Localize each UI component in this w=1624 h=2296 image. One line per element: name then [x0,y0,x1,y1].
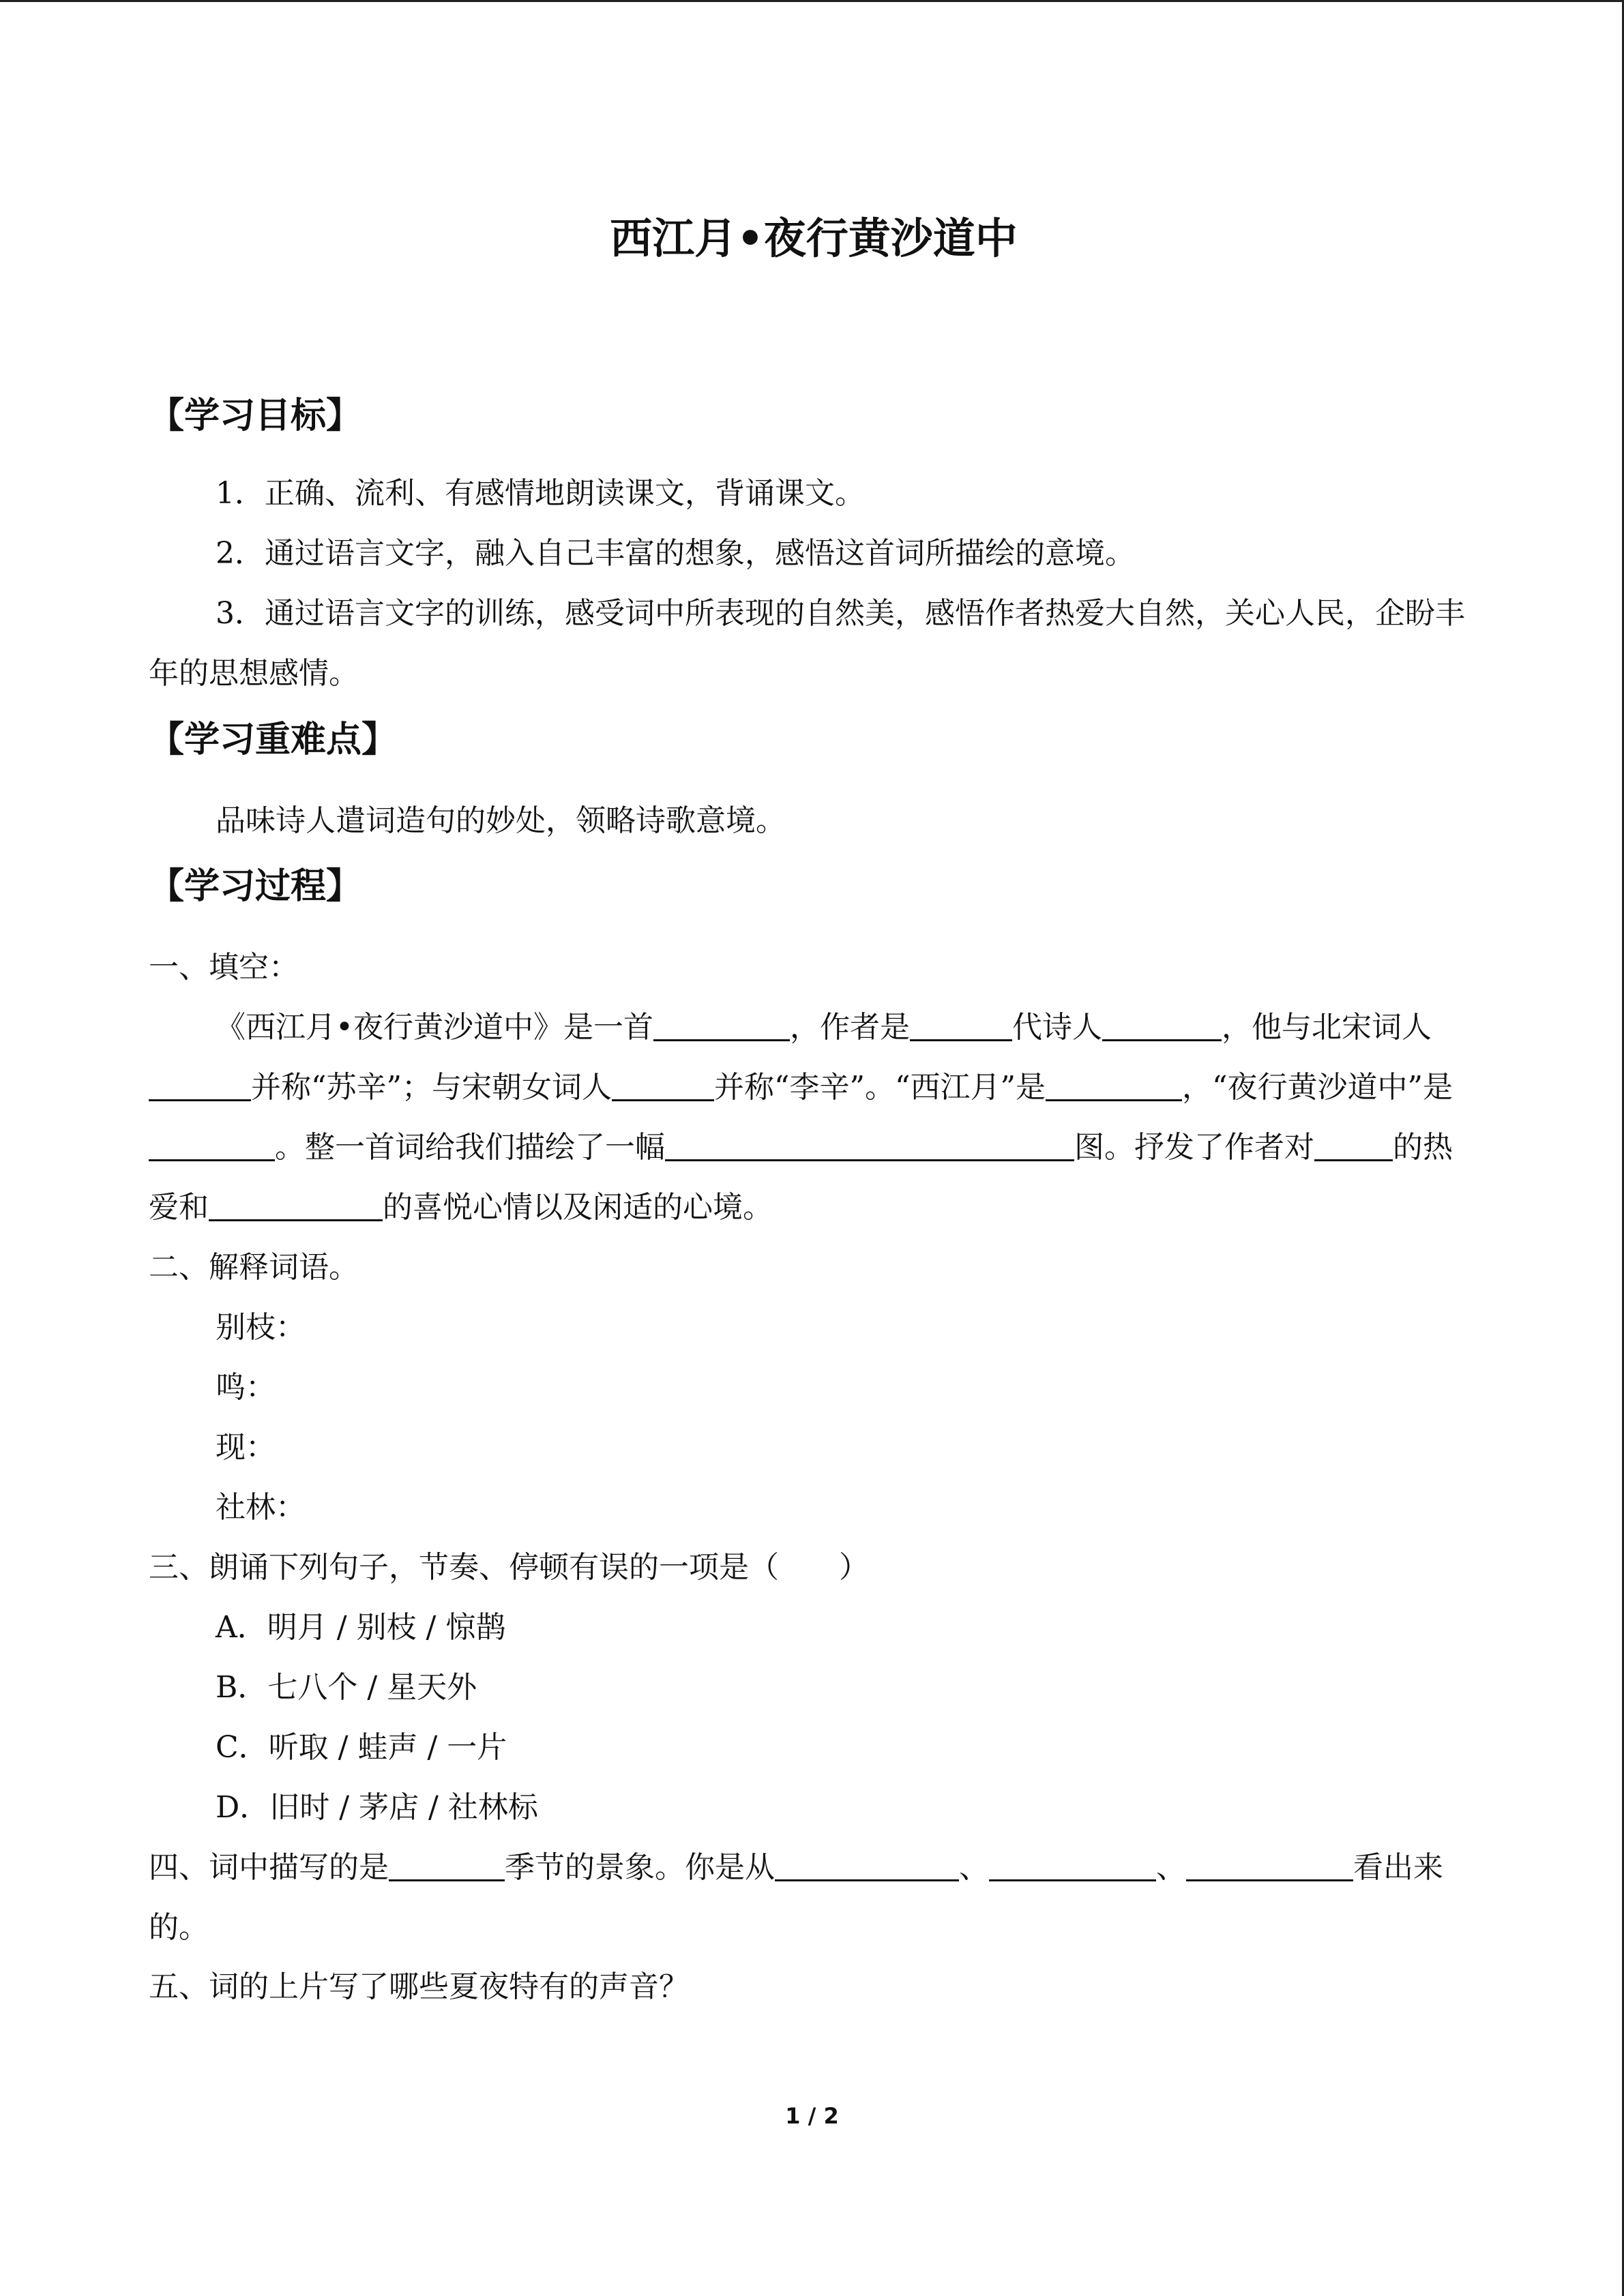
term-bie-zhi: 别枝： [216,1310,306,1345]
goals-list [149,464,1479,704]
page-border-top [0,0,1624,2]
term-xian: 现： [216,1430,276,1465]
q1-text: 的喜悦心情以及闲适的心境。 [383,1190,773,1225]
blank-genre[interactable] [653,1001,790,1041]
blank-dynasty[interactable] [910,1001,1012,1041]
q1-text: 并称“李辛”。“西江月”是 [714,1070,1046,1105]
q1-text: 的热爱和 [149,1130,1453,1225]
goal-item: 1．正确、流利、有感情地朗读课文，背诵课文。 [216,476,865,511]
q4-text: 四、词中描写的是 [149,1850,389,1885]
question-2-label: 二、解释词语。 [149,1250,359,1285]
key-points-text: 品味诗人遣词造句的妙处，领略诗歌意境。 [216,803,786,838]
blank-female-poet[interactable] [612,1061,714,1101]
blank-cipai[interactable] [1046,1061,1182,1101]
option-d[interactable]: D．旧时 / 茅店 / 社林标 [216,1790,538,1825]
q4-text: 季节的景象。你是从 [505,1850,775,1885]
blank-subtitle[interactable] [149,1121,275,1161]
page-number: 1 / 2 [785,2103,839,2129]
question-1 [149,938,1479,1238]
q4-text: 看出来的。 [149,1850,1443,1945]
q1-text: 图。抒发了作者对 [1074,1130,1314,1165]
question-3-label: 三、朗诵下列句子，节奏、停顿有误的一项是（ ） [149,1550,869,1585]
question-4 [149,1838,1479,1958]
blank-poet[interactable] [1102,1001,1222,1041]
q4-text: 、 [959,1850,989,1885]
blank-picture[interactable] [665,1121,1074,1161]
option-b[interactable]: B．七八个 / 星天外 [216,1670,477,1705]
q1-text: ，他与北宋词人 [1221,1010,1432,1045]
blank-joy[interactable] [209,1181,383,1221]
q1-text: 并称“苏辛”；与宋朝女词人 [251,1070,612,1105]
question-5: 五、词的上片写了哪些夏夜特有的声音？ [149,1969,689,2004]
option-c[interactable]: C．听取 / 蛙声 / 一片 [216,1730,507,1765]
term-ming: 鸣： [216,1370,276,1405]
q1-text: 《西江月•夜行黄沙道中》是一首 [216,1010,653,1045]
question-1-paragraph [149,998,1479,1238]
term-she-lin: 社林： [216,1490,306,1525]
process-heading: 【学习过程】 [149,866,362,907]
page-title: 西江月•夜行黄沙道中 [610,213,1018,263]
q1-text: 。整一首词给我们描绘了一幅 [275,1130,665,1165]
blank-evidence-3[interactable] [1186,1841,1353,1881]
blank-evidence-1[interactable] [775,1841,959,1881]
blank-love-object[interactable] [1314,1121,1393,1161]
question-2 [149,1238,1479,1538]
q1-text: ，作者是 [789,1010,910,1045]
goal-item: 3．通过语言文字的训练，感受词中所表现的自然美，感悟作者热爱大自然，关心人民，企盼丰年的思想感情。 [149,596,1465,691]
option-a[interactable]: A．明月 / 别枝 / 惊鹊 [216,1610,506,1645]
q1-text: ，“夜行黄沙道中”是 [1181,1070,1453,1105]
blank-evidence-2[interactable] [989,1841,1156,1881]
goals-heading: 【学习目标】 [149,396,362,436]
blank-song-poet[interactable] [149,1061,251,1101]
blank-season[interactable] [389,1841,505,1881]
question-1-label: 一、填空： [149,950,299,985]
q4-text: 、 [1156,1850,1186,1885]
key-points-heading: 【学习重难点】 [149,719,398,760]
q1-text: 代诗人 [1012,1010,1102,1045]
question-3 [149,1538,1479,1838]
goal-item: 2．通过语言文字，融入自己丰富的想象，感悟这首词所描绘的意境。 [216,536,1135,571]
